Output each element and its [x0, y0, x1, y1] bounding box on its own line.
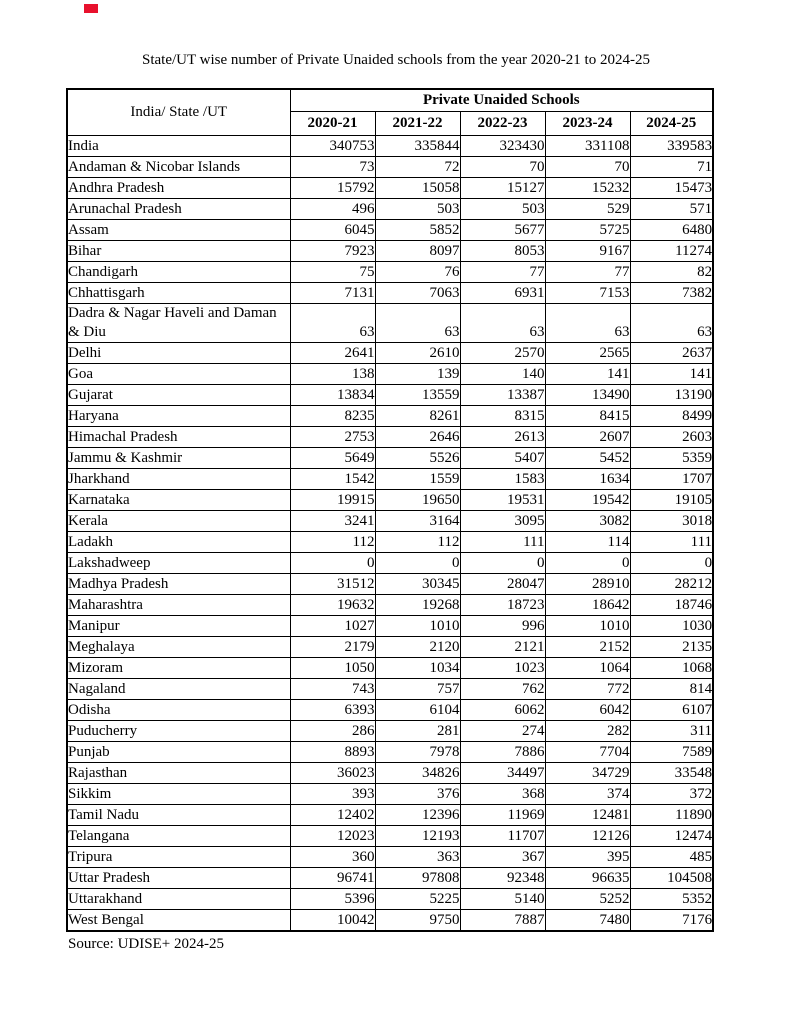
table-row	[67, 553, 713, 574]
value-cell: 96741	[290, 868, 375, 889]
value-cell: 6931	[460, 283, 545, 304]
state-name-cell: Uttarakhand	[67, 889, 290, 910]
value-cell: 34729	[545, 763, 630, 784]
state-name-cell: Delhi	[67, 343, 290, 364]
value-cell: 1027	[290, 616, 375, 637]
value-cell: 5407	[460, 448, 545, 469]
value-cell: 2603	[630, 427, 713, 448]
table-row	[67, 679, 713, 700]
value-cell: 112	[375, 532, 460, 553]
state-name-cell: Jammu & Kashmir	[67, 448, 290, 469]
value-cell: 1064	[545, 658, 630, 679]
table-row	[67, 658, 713, 679]
table-row	[67, 700, 713, 721]
value-cell: 63	[375, 304, 460, 343]
value-cell: 395	[545, 847, 630, 868]
table-row	[67, 889, 713, 910]
table-row	[67, 763, 713, 784]
value-cell: 13490	[545, 385, 630, 406]
value-cell: 2607	[545, 427, 630, 448]
value-cell: 5852	[375, 220, 460, 241]
value-cell: 5452	[545, 448, 630, 469]
value-cell: 1542	[290, 469, 375, 490]
state-name-cell: Manipur	[67, 616, 290, 637]
value-cell: 286	[290, 721, 375, 742]
value-cell: 8261	[375, 406, 460, 427]
value-cell: 2121	[460, 637, 545, 658]
value-cell: 34497	[460, 763, 545, 784]
source-note: Source: UDISE+ 2024-25	[68, 936, 224, 952]
value-cell: 7480	[545, 910, 630, 932]
value-cell: 372	[630, 784, 713, 805]
table-row	[67, 157, 713, 178]
table-row	[67, 868, 713, 889]
value-cell: 12126	[545, 826, 630, 847]
value-cell: 12023	[290, 826, 375, 847]
state-name-cell: Telangana	[67, 826, 290, 847]
value-cell: 9750	[375, 910, 460, 932]
table-row	[67, 199, 713, 220]
value-cell: 772	[545, 679, 630, 700]
value-cell: 63	[290, 304, 375, 343]
table-row	[67, 178, 713, 199]
value-cell: 363	[375, 847, 460, 868]
value-cell: 112	[290, 532, 375, 553]
value-cell: 12474	[630, 826, 713, 847]
value-cell: 13387	[460, 385, 545, 406]
value-cell: 11274	[630, 241, 713, 262]
value-cell: 1050	[290, 658, 375, 679]
value-cell: 281	[375, 721, 460, 742]
table-row	[67, 241, 713, 262]
state-name-cell: India	[67, 136, 290, 157]
table-row	[67, 511, 713, 532]
value-cell: 1707	[630, 469, 713, 490]
value-cell: 12396	[375, 805, 460, 826]
value-cell: 529	[545, 199, 630, 220]
value-cell: 92348	[460, 868, 545, 889]
value-cell: 111	[460, 532, 545, 553]
state-name-cell: Chandigarh	[67, 262, 290, 283]
value-cell: 2613	[460, 427, 545, 448]
value-cell: 31512	[290, 574, 375, 595]
value-cell: 6104	[375, 700, 460, 721]
state-name-cell: Haryana	[67, 406, 290, 427]
value-cell: 3241	[290, 511, 375, 532]
value-cell: 15473	[630, 178, 713, 199]
value-cell: 19531	[460, 490, 545, 511]
value-cell: 1634	[545, 469, 630, 490]
table-row	[67, 262, 713, 283]
state-name-cell: Goa	[67, 364, 290, 385]
value-cell: 19650	[375, 490, 460, 511]
table-row	[67, 304, 713, 343]
value-cell: 8315	[460, 406, 545, 427]
red-mark	[84, 4, 98, 13]
table-row	[67, 784, 713, 805]
value-cell: 30345	[375, 574, 460, 595]
value-cell: 141	[630, 364, 713, 385]
value-cell: 7887	[460, 910, 545, 932]
state-name-cell: Madhya Pradesh	[67, 574, 290, 595]
value-cell: 76	[375, 262, 460, 283]
value-cell: 140	[460, 364, 545, 385]
state-name-cell: Mizoram	[67, 658, 290, 679]
value-cell: 8053	[460, 241, 545, 262]
table-row	[67, 343, 713, 364]
state-name-cell: Bihar	[67, 241, 290, 262]
value-cell: 0	[375, 553, 460, 574]
value-cell: 2637	[630, 343, 713, 364]
value-cell: 141	[545, 364, 630, 385]
value-cell: 311	[630, 721, 713, 742]
state-name-cell: Uttar Pradesh	[67, 868, 290, 889]
value-cell: 114	[545, 532, 630, 553]
value-cell: 19268	[375, 595, 460, 616]
value-cell: 6480	[630, 220, 713, 241]
table-row	[67, 826, 713, 847]
value-cell: 18723	[460, 595, 545, 616]
value-cell: 503	[460, 199, 545, 220]
value-cell: 8499	[630, 406, 713, 427]
state-name-cell: Lakshadweep	[67, 553, 290, 574]
value-cell: 0	[460, 553, 545, 574]
state-name-cell: Rajasthan	[67, 763, 290, 784]
value-cell: 3082	[545, 511, 630, 532]
table-row	[67, 469, 713, 490]
value-cell: 996	[460, 616, 545, 637]
value-cell: 743	[290, 679, 375, 700]
value-cell: 2120	[375, 637, 460, 658]
value-cell: 331108	[545, 136, 630, 157]
table-row	[67, 616, 713, 637]
value-cell: 814	[630, 679, 713, 700]
state-name-cell: Karnataka	[67, 490, 290, 511]
value-cell: 82	[630, 262, 713, 283]
value-cell: 7131	[290, 283, 375, 304]
table-row	[67, 136, 713, 157]
value-cell: 96635	[545, 868, 630, 889]
state-name-cell: Himachal Pradesh	[67, 427, 290, 448]
value-cell: 7978	[375, 742, 460, 763]
value-cell: 1034	[375, 658, 460, 679]
value-cell: 757	[375, 679, 460, 700]
value-cell: 374	[545, 784, 630, 805]
value-cell: 2565	[545, 343, 630, 364]
value-cell: 8235	[290, 406, 375, 427]
schools-table	[66, 88, 714, 932]
value-cell: 5649	[290, 448, 375, 469]
value-cell: 393	[290, 784, 375, 805]
value-cell: 2152	[545, 637, 630, 658]
year-column-header: 2020-21	[290, 112, 375, 136]
value-cell: 571	[630, 199, 713, 220]
state-name-cell: Punjab	[67, 742, 290, 763]
value-cell: 6062	[460, 700, 545, 721]
value-cell: 18746	[630, 595, 713, 616]
value-cell: 104508	[630, 868, 713, 889]
value-cell: 1023	[460, 658, 545, 679]
value-cell: 503	[375, 199, 460, 220]
table-row	[67, 721, 713, 742]
value-cell: 323430	[460, 136, 545, 157]
value-cell: 13190	[630, 385, 713, 406]
value-cell: 15127	[460, 178, 545, 199]
state-name-cell: Kerala	[67, 511, 290, 532]
value-cell: 335844	[375, 136, 460, 157]
value-cell: 19105	[630, 490, 713, 511]
value-cell: 10042	[290, 910, 375, 932]
value-cell: 19632	[290, 595, 375, 616]
value-cell: 12193	[375, 826, 460, 847]
value-cell: 5352	[630, 889, 713, 910]
value-cell: 28910	[545, 574, 630, 595]
value-cell: 5252	[545, 889, 630, 910]
value-cell: 6045	[290, 220, 375, 241]
state-name-cell: Andhra Pradesh	[67, 178, 290, 199]
value-cell: 36023	[290, 763, 375, 784]
table-row	[67, 847, 713, 868]
value-cell: 3164	[375, 511, 460, 532]
value-cell: 1010	[545, 616, 630, 637]
value-cell: 282	[545, 721, 630, 742]
value-cell: 72	[375, 157, 460, 178]
value-cell: 73	[290, 157, 375, 178]
value-cell: 11890	[630, 805, 713, 826]
value-cell: 5225	[375, 889, 460, 910]
table-row	[67, 448, 713, 469]
value-cell: 5140	[460, 889, 545, 910]
value-cell: 340753	[290, 136, 375, 157]
state-name-cell: Nagaland	[67, 679, 290, 700]
value-cell: 15232	[545, 178, 630, 199]
value-cell: 2570	[460, 343, 545, 364]
table-row	[67, 742, 713, 763]
state-column-header: India/ State /UT	[67, 89, 290, 136]
state-name-cell: West Bengal	[67, 910, 290, 932]
value-cell: 6393	[290, 700, 375, 721]
state-name-cell: Gujarat	[67, 385, 290, 406]
value-cell: 13834	[290, 385, 375, 406]
value-cell: 5725	[545, 220, 630, 241]
value-cell: 2135	[630, 637, 713, 658]
value-cell: 5359	[630, 448, 713, 469]
value-cell: 19542	[545, 490, 630, 511]
value-cell: 15792	[290, 178, 375, 199]
value-cell: 2641	[290, 343, 375, 364]
value-cell: 77	[545, 262, 630, 283]
value-cell: 19915	[290, 490, 375, 511]
value-cell: 33548	[630, 763, 713, 784]
value-cell: 7382	[630, 283, 713, 304]
year-column-header: 2022-23	[460, 112, 545, 136]
table-row	[67, 427, 713, 448]
page-title: State/UT wise number of Private Unaided schools from the year 2020-21 to 2024-25	[142, 52, 650, 68]
value-cell: 138	[290, 364, 375, 385]
value-cell: 2646	[375, 427, 460, 448]
value-cell: 2179	[290, 637, 375, 658]
value-cell: 1010	[375, 616, 460, 637]
value-cell: 368	[460, 784, 545, 805]
value-cell: 274	[460, 721, 545, 742]
value-cell: 77	[460, 262, 545, 283]
value-cell: 97808	[375, 868, 460, 889]
value-cell: 28047	[460, 574, 545, 595]
value-cell: 7176	[630, 910, 713, 932]
value-cell: 70	[545, 157, 630, 178]
value-cell: 34826	[375, 763, 460, 784]
value-cell: 12402	[290, 805, 375, 826]
value-cell: 360	[290, 847, 375, 868]
value-cell: 1583	[460, 469, 545, 490]
value-cell: 28212	[630, 574, 713, 595]
table-row	[67, 595, 713, 616]
value-cell: 7704	[545, 742, 630, 763]
value-cell: 1559	[375, 469, 460, 490]
value-cell: 3095	[460, 511, 545, 532]
state-name-cell: Meghalaya	[67, 637, 290, 658]
value-cell: 111	[630, 532, 713, 553]
value-cell: 71	[630, 157, 713, 178]
value-cell: 0	[290, 553, 375, 574]
state-name-cell: Dadra & Nagar Haveli and Daman & Diu	[67, 304, 290, 343]
table-row	[67, 574, 713, 595]
table-row	[67, 283, 713, 304]
table-row	[67, 220, 713, 241]
state-name-cell: Ladakh	[67, 532, 290, 553]
value-cell: 12481	[545, 805, 630, 826]
value-cell: 139	[375, 364, 460, 385]
value-cell: 13559	[375, 385, 460, 406]
value-cell: 70	[460, 157, 545, 178]
value-cell: 9167	[545, 241, 630, 262]
state-name-cell: Odisha	[67, 700, 290, 721]
table-row	[67, 385, 713, 406]
value-cell: 15058	[375, 178, 460, 199]
value-cell: 8893	[290, 742, 375, 763]
value-cell: 63	[460, 304, 545, 343]
value-cell: 63	[545, 304, 630, 343]
state-name-cell: Chhattisgarh	[67, 283, 290, 304]
value-cell: 376	[375, 784, 460, 805]
table-row	[67, 805, 713, 826]
value-cell: 11707	[460, 826, 545, 847]
value-cell: 7063	[375, 283, 460, 304]
value-cell: 6042	[545, 700, 630, 721]
state-name-cell: Assam	[67, 220, 290, 241]
year-column-header: 2021-22	[375, 112, 460, 136]
state-name-cell: Tamil Nadu	[67, 805, 290, 826]
table-row	[67, 490, 713, 511]
state-name-cell: Sikkim	[67, 784, 290, 805]
state-name-cell: Tripura	[67, 847, 290, 868]
value-cell: 762	[460, 679, 545, 700]
value-cell: 8097	[375, 241, 460, 262]
table-row	[67, 406, 713, 427]
value-cell: 5396	[290, 889, 375, 910]
value-cell: 485	[630, 847, 713, 868]
value-cell: 6107	[630, 700, 713, 721]
value-cell: 367	[460, 847, 545, 868]
value-cell: 7589	[630, 742, 713, 763]
value-cell: 5526	[375, 448, 460, 469]
table-row	[67, 910, 713, 932]
value-cell: 8415	[545, 406, 630, 427]
value-cell: 3018	[630, 511, 713, 532]
state-name-cell: Andaman & Nicobar Islands	[67, 157, 290, 178]
value-cell: 2610	[375, 343, 460, 364]
year-column-header: 2023-24	[545, 112, 630, 136]
value-cell: 0	[630, 553, 713, 574]
state-name-cell: Arunachal Pradesh	[67, 199, 290, 220]
table-row	[67, 532, 713, 553]
value-cell: 7886	[460, 742, 545, 763]
value-cell: 1068	[630, 658, 713, 679]
value-cell: 75	[290, 262, 375, 283]
table-row	[67, 364, 713, 385]
value-cell: 18642	[545, 595, 630, 616]
table-row	[67, 637, 713, 658]
state-name-cell: Maharashtra	[67, 595, 290, 616]
state-name-cell: Jharkhand	[67, 469, 290, 490]
value-cell: 0	[545, 553, 630, 574]
group-header: Private Unaided Schools	[290, 89, 713, 112]
value-cell: 5677	[460, 220, 545, 241]
value-cell: 2753	[290, 427, 375, 448]
value-cell: 1030	[630, 616, 713, 637]
group-header-row	[67, 89, 713, 112]
value-cell: 339583	[630, 136, 713, 157]
value-cell: 7923	[290, 241, 375, 262]
value-cell: 496	[290, 199, 375, 220]
value-cell: 63	[630, 304, 713, 343]
value-cell: 11969	[460, 805, 545, 826]
value-cell: 7153	[545, 283, 630, 304]
year-column-header: 2024-25	[630, 112, 713, 136]
state-name-cell: Puducherry	[67, 721, 290, 742]
